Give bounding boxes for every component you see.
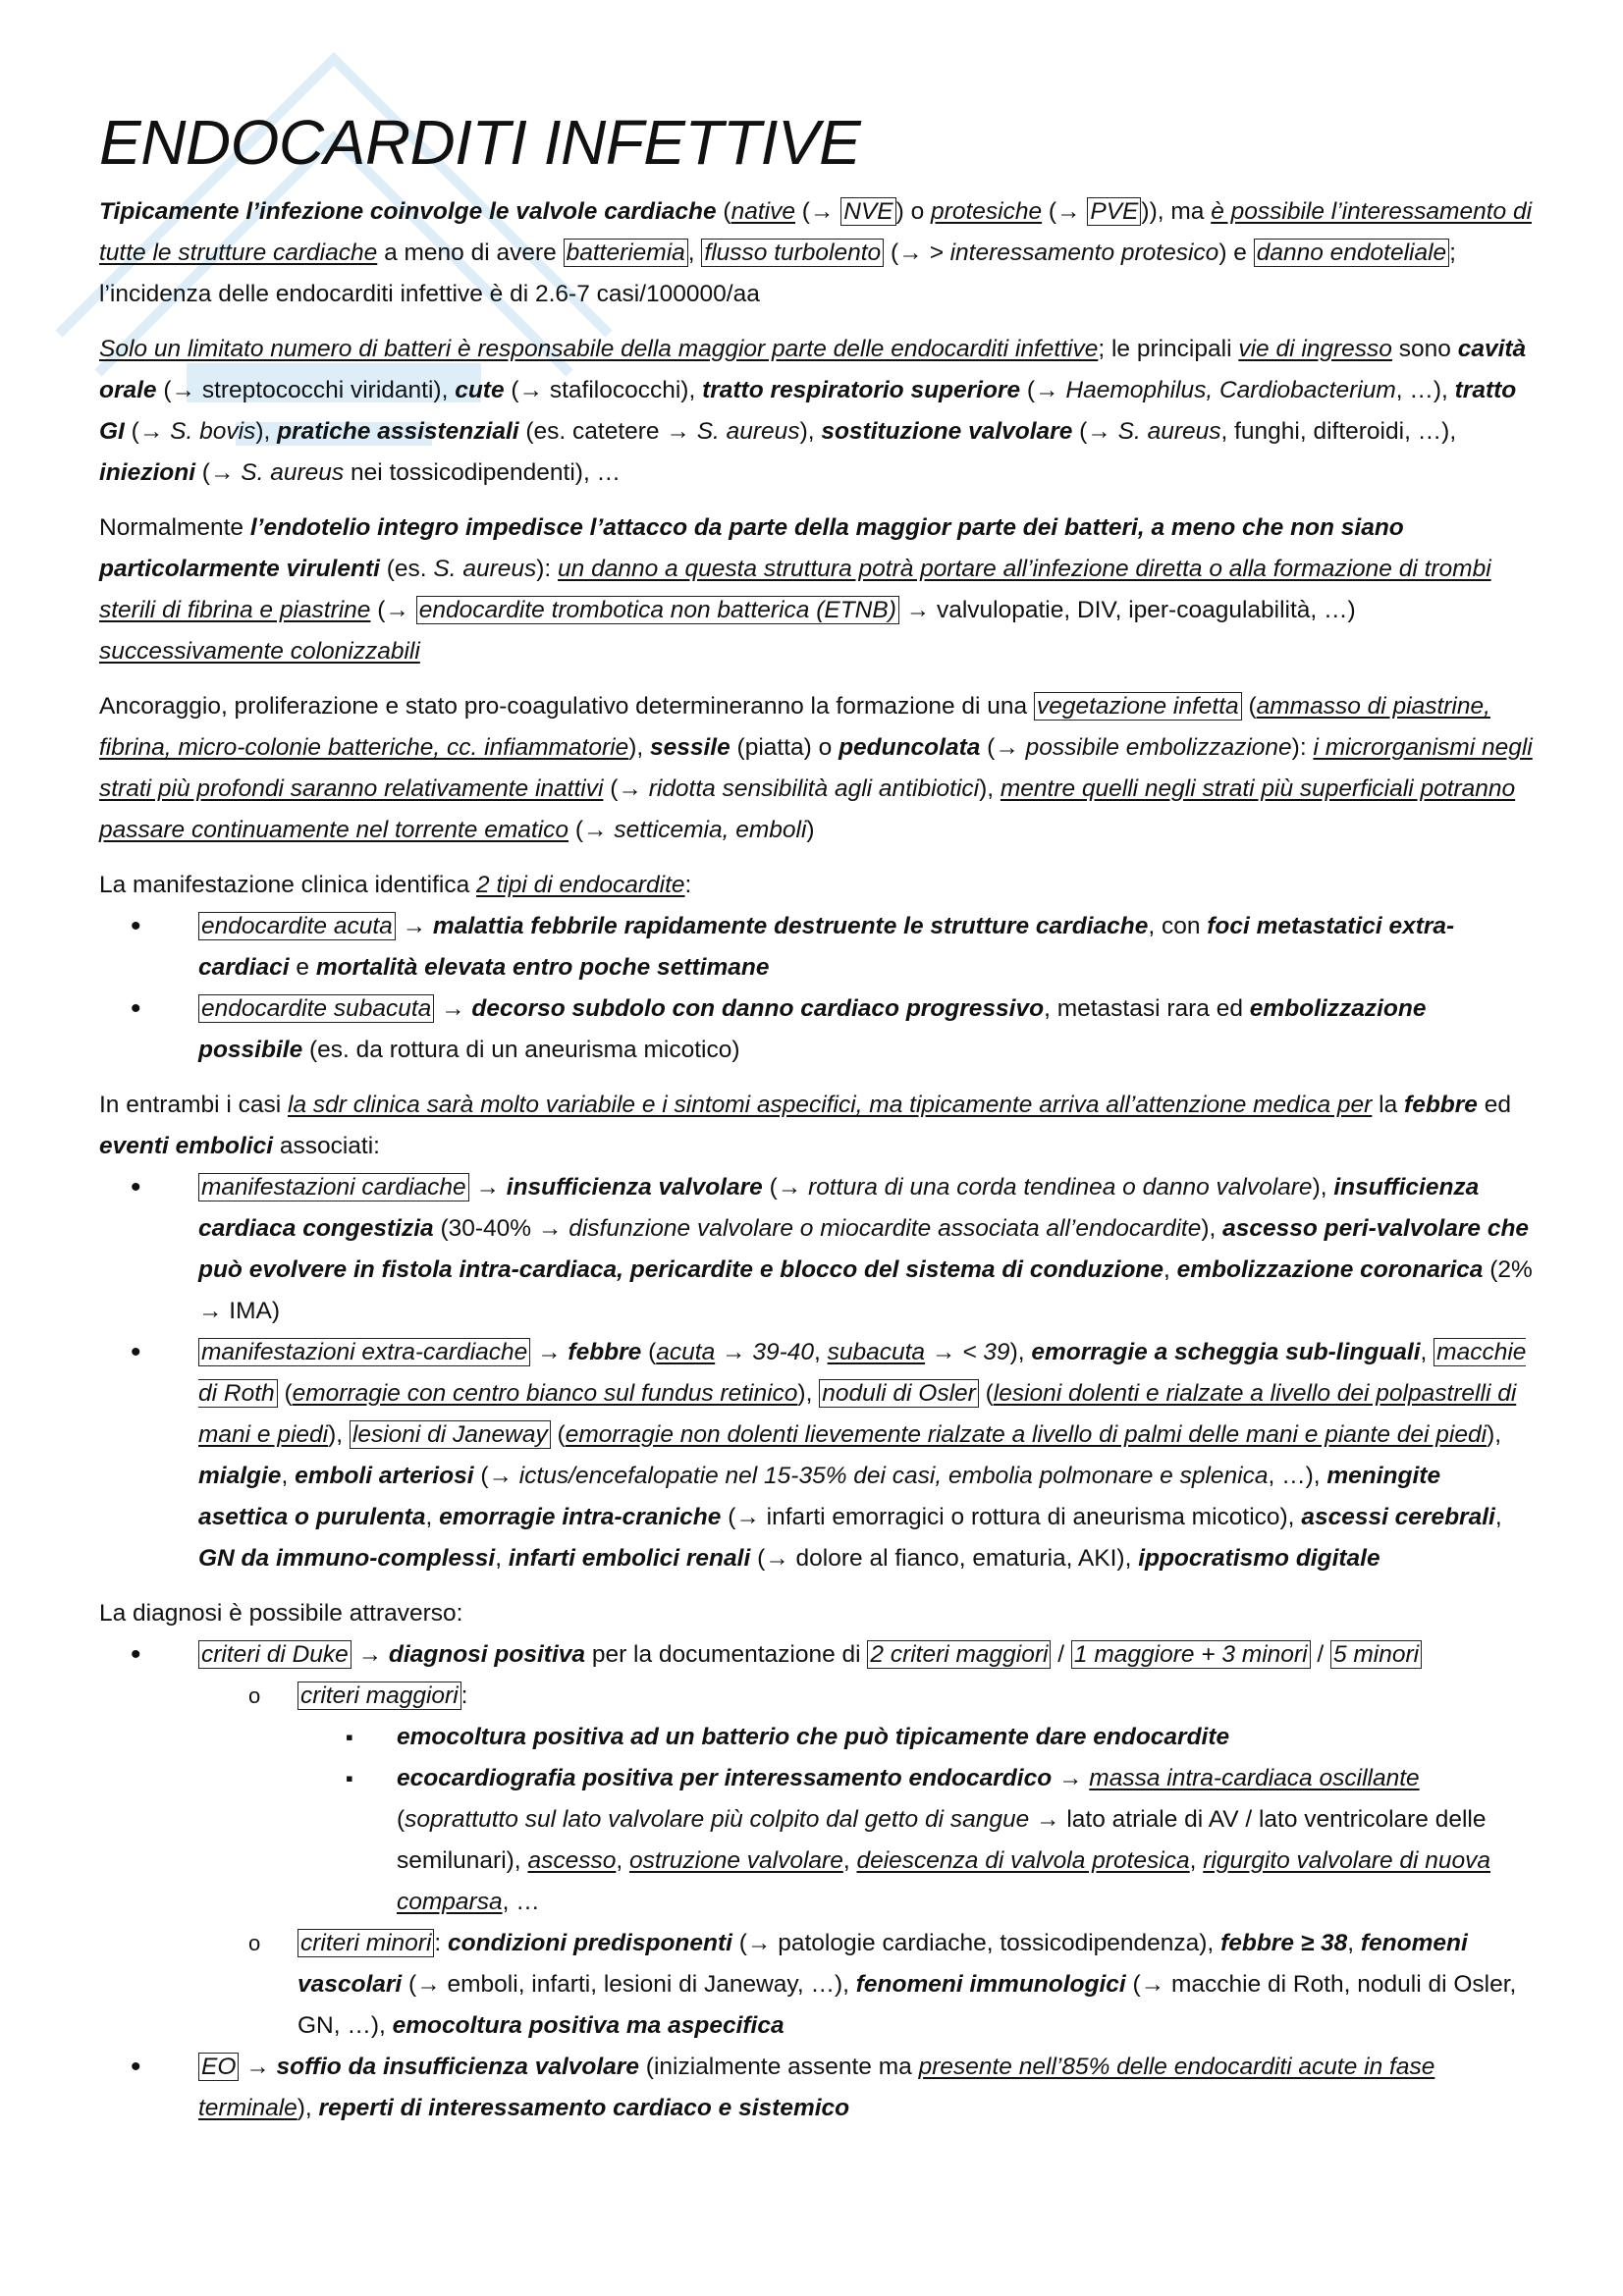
subsublist-item-emocoltura: ▪ emocoltura positiva ad un batterio che può tipicamente dare endocardite	[298, 1717, 1535, 1758]
paragraph-diagnosi: La diagnosi è possibile attraverso:	[99, 1600, 463, 1627]
paragraph-endotelio: Normalmente l’endotelio integro impedisce l’attacco da parte della maggior parte dei batteri, a meno che non siano particolarmente virulenti (es. S. aureus): un danno a questa struttura potrà portare all’infezione diretta o alla formazione di trombi sterili di fibrina e piastrine (→ endocardite trombotica non batterica (ETNB) → valvulopatie, DIV, iper-coagulabilità, …) successivamente colonizzabili	[99, 514, 1491, 665]
subsublist-criteri-maggiori	[298, 1717, 1535, 1923]
list-manifestazioni	[99, 1167, 1535, 1579]
subsublist-item-ecocardiografia: ▪ ecocardiografia positiva per interessamento endocardico → massa intra-cardiaca oscillante (soprattutto sul lato valvolare più colpito dal getto di sangue → lato atriale di AV / lato ventricolare delle semilunari), ascesso, ostruzione valvolare, deiescenza di valvola protesica, rigurgito valvolare di nuova comparsa, …	[298, 1758, 1535, 1923]
list-item-subacuta: • endocardite subacuta → decorso subdolo con danno cardiaco progressivo, metastasi rara ed embolizzazione possibile (es. da rottura di un aneurisma micotico)	[99, 988, 1535, 1071]
paragraph-vie-ingresso: Solo un limitato numero di batteri è responsabile della maggior parte delle endocarditi infettive; le principali vie di ingresso sono cavità orale (→ streptococchi viridanti), cute (→ stafilococchi), tratto respiratorio superiore (→ Haemophilus, Cardiobacterium, …), tratto GI (→ S. bovis), pratiche assistenziali (es. catetere → S. aureus), sostituzione valvolare (→ S. aureus, funghi, difteroidi, …), iniezioni (→ S. aureus nei tossicodipendenti), …	[99, 336, 1527, 486]
paragraph-intro: Tipicamente l’infezione coinvolge le valvole cardiache (native (→ NVE ) o protesiche (→ PVE )), ma è possibile l’interessamento di tutte le strutture cardiache a meno di avere batteriemia , flusso turbolento (→ > interessamento protesico) e danno endoteliale ; l’incidenza delle endocarditi infettive è di 2.6-7 casi/100000/aa	[99, 198, 1533, 307]
list-item-eo: • EO → soffio da insufficienza valvolare (inizialmente assente ma presente nell’85% delle endocarditi acute in fase terminale), reperti di interessamento cardiaco e sistemico	[99, 2047, 1535, 2129]
list-diagnosi	[99, 1634, 1535, 2129]
page-title: ENDOCARDITI INFETTIVE	[99, 107, 861, 178]
sublist-criteri	[198, 1676, 1535, 2047]
paragraph-sdr-clinica: In entrambi i casi la sdr clinica sarà molto variabile e i sintomi aspecifici, ma tipicamente arriva all’attenzione medica per la febbre ed eventi embolici associati:	[99, 1092, 1511, 1159]
list-item-cardiache: • manifestazioni cardiache → insufficienza valvolare (→ rottura di una corda tendinea o danno valvolare), insufficienza cardiaca congestizia (30-40% → disfunzione valvolare o miocardite associata all’endocardite), ascesso peri-valvolare che può evolvere in fistola intra-cardiaca, pericardite e blocco del sistema di conduzione, embolizzazione coronarica (2% → IMA)	[99, 1167, 1535, 1332]
paragraph-vegetazione: Ancoraggio, proliferazione e stato pro-coagulativo determineranno la formazione di una vegetazione infetta (ammasso di piastrine, fibrina, micro-colonie batteriche, cc. infiammatorie), sessile (piatta) o peduncolata (→ possibile embolizzazione): i microrganismi negli strati più profondi saranno relativamente inattivi (→ ridotta sensibilità agli antibiotici), mentre quelli negli strati più superficiali potranno passare continuamente nel torrente ematico (→ setticemia, emboli)	[99, 693, 1533, 843]
sublist-item-criteri-maggiori: o criteri maggiori : ▪ emocoltura positiva ad un batterio che può tipicamente dare endocardite ▪ ecocardiografia positiva per interessamento endocardico → massa intra-cardiaca oscillante (soprattutto sul lato valvolare più colpito dal getto di sangue → lato atriale di AV / lato ventricolare delle semilunari), ascesso, ostruzione valvolare, deiescenza di valvola protesica, rigurgito valvolare di nuova comparsa, …	[198, 1676, 1535, 1923]
list-item-extra-cardiache: • manifestazioni extra-cardiache → febbre (acuta → 39-40, subacuta → < 39), emorragie a scheggia sub-linguali, macchie di Roth (emorragie con centro bianco sul fundus retinico), noduli di Osler (lesioni dolenti e rialzate a livello dei polpastrelli di mani e piedi), lesioni di Janeway (emorragie non dolenti lievemente rialzate a livello di palmi delle mani e piante dei piedi), mialgie, emboli arteriosi (→ ictus/encefalopatie nel 15-35% dei casi, embolia polmonare e splenica, …), meningite asettica o purulenta, emorragie intra-craniche (→ infarti emorragici o rottura di aneurisma micotico), ascessi cerebrali, GN da immuno-complessi, infarti embolici renali (→ dolore al fianco, ematuria, AKI), ippocratismo digitale	[99, 1332, 1535, 1579]
list-item-acuta: • endocardite acuta → malattia febbrile rapidamente destruente le strutture cardiache, con foci metastatici extra-cardiaci e mortalità elevata entro poche settimane	[99, 906, 1535, 988]
list-tipi-endocardite	[99, 906, 1535, 1071]
document-content	[99, 103, 1535, 2143]
paragraph-manifestazione: La manifestazione clinica identifica 2 tipi di endocardite:	[99, 872, 692, 898]
list-item-criteri-duke: • criteri di Duke → diagnosi positiva per la documentazione di 2 criteri maggiori / 1 maggiore + 3 minori / 5 minori o criteri maggiori : ▪ emocoltura positiva ad un batterio che può tipicamente dare endocardite ▪ ecocardiografia positiva per interessamento endocardico → massa intra-cardiaca oscillante (soprattutto sul lato valvolare più colpito dal getto di sangue → lato atriale di AV / lato ventricolare delle semilunari), ascesso, ostruzione valvolare, deiescenza di valvola protesica, rigurgito valvolare di nuova comparsa, … o criteri minori : condizioni predisponenti (→ patologie cardiache, tossicodipendenza), febbre ≥ 38, fenomeni vascolari (→ emboli, infarti, lesioni di Janeway, …), fenomeni immunologici (→ macchie di Roth, noduli di Osler, GN, …), emocoltura positiva ma aspecifica	[99, 1634, 1535, 2047]
sublist-item-criteri-minori: o criteri minori : condizioni predisponenti (→ patologie cardiache, tossicodipendenza), febbre ≥ 38, fenomeni vascolari (→ emboli, infarti, lesioni di Janeway, …), fenomeni immunologici (→ macchie di Roth, noduli di Osler, GN, …), emocoltura positiva ma aspecifica	[198, 1923, 1535, 2047]
